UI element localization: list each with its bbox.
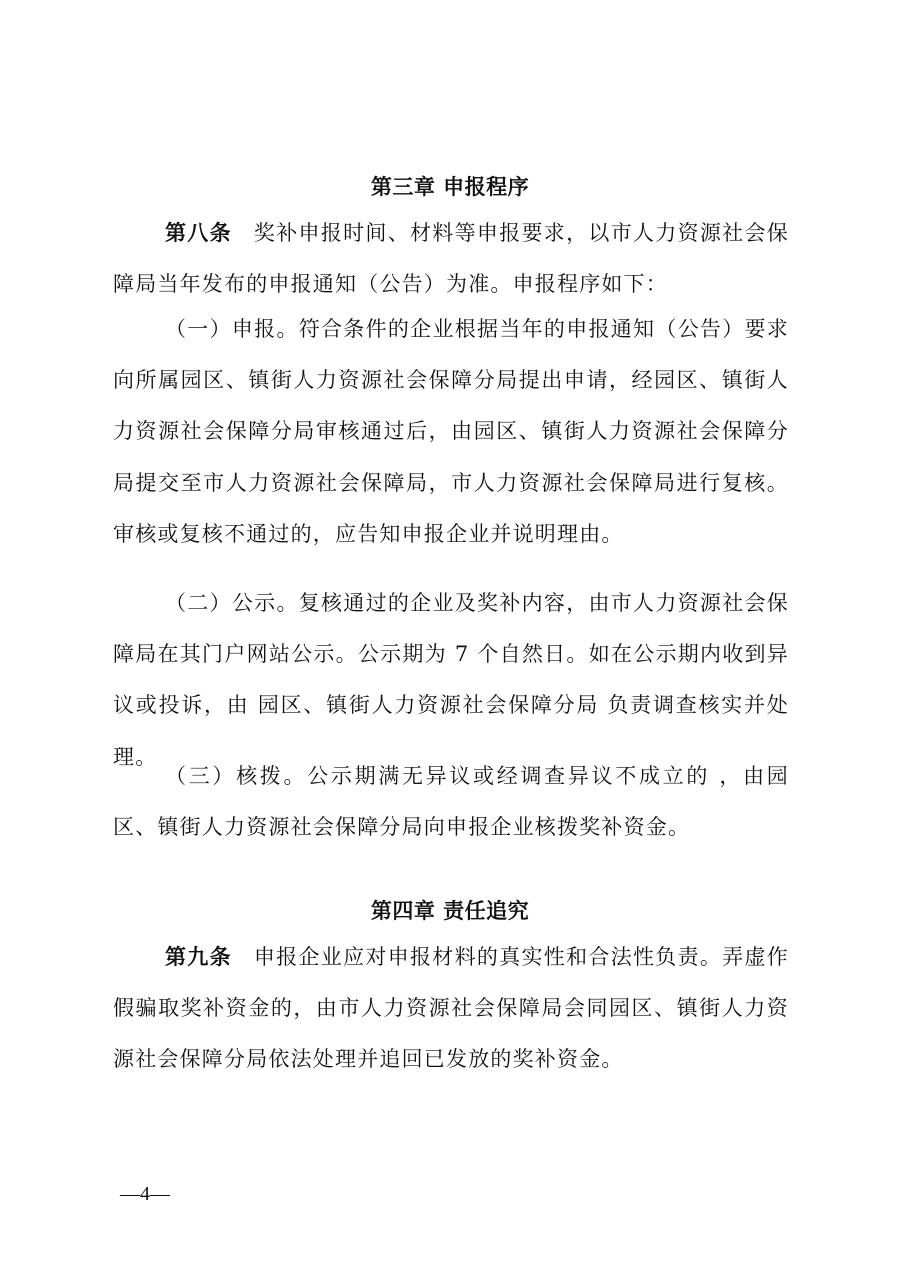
article-8-label: 第八条 <box>165 221 232 245</box>
procedure-item-1-text: （一）申报。符合条件的企业根据当年的申报通知（公告）要求向所属园区、镇街人力资源社会保障分局提出申请，经园区、镇街人力资源社会保障分局审核通过后，由园区、镇街人力资源社会保障分局提交至市人力资源社会保障局，市人力资源社会保障局进行复核。审核或复核不通过的，应告知申报企业并说明理由。 <box>113 317 789 546</box>
chapter-3-heading: 第三章 申报程序 <box>370 175 530 199</box>
page-number: —4— <box>120 1183 170 1205</box>
article-8 <box>113 208 789 310</box>
procedure-item-3 <box>113 751 789 853</box>
article-8-text: 奖补申报时间、材料等申报要求，以市人力资源社会保障局当年发布的申报通知（公告）为准。申报程序如下： <box>113 221 789 297</box>
article-9-label: 第九条 <box>165 945 232 969</box>
procedure-item-3-text: （三）核拨。公示期满无异议或经调查异议不成立的 ，由园区、镇街人力资源社会保障分局向申报企业核拨奖补资金。 <box>113 764 789 840</box>
article-9-text: 申报企业应对申报材料的真实性和合法性负责。弄虚作假骗取奖补资金的，由市人力资源社会保障局会同园区、镇街人力资源社会保障分局依法处理并追回已发放的奖补资金。 <box>113 945 789 1072</box>
procedure-item-1 <box>113 304 789 560</box>
procedure-item-2-text: （二）公示。复核通过的企业及奖补内容，由市人力资源社会保障局在其门户网站公示。公示期为 7 个自然日。如在公示期内收到异议或投诉，由 园区、镇街人力资源社会保障分局 负责调查核实并处理。 <box>113 591 789 769</box>
article-9 <box>113 932 789 1086</box>
chapter-4-heading: 第四章 责任追究 <box>370 899 530 923</box>
